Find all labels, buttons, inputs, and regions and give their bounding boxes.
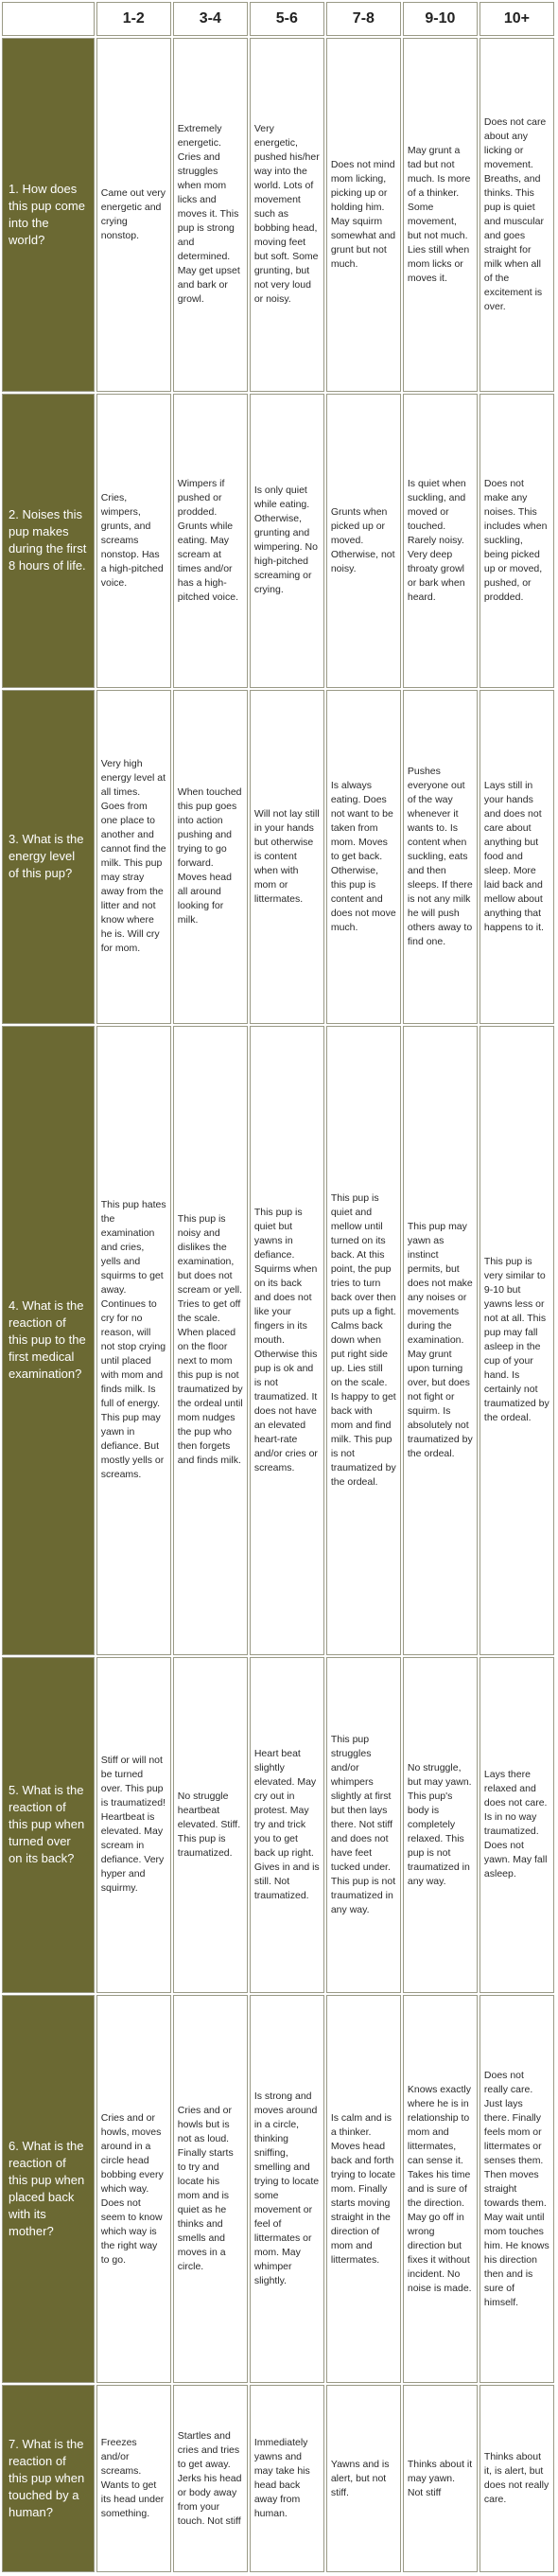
table-cell: Grunts when picked up or moved. Otherwise, not noisy.: [326, 394, 401, 688]
table-row-4: [2, 1026, 554, 1654]
table-cell: This pup struggles and/or whimpers slightly at first but then lays there. Not stiff and does not have feet tucked under. This pup is not traumatized in any way.: [326, 1657, 401, 1993]
table-cell: Immediately yawns and may take his head back away from human.: [250, 2385, 324, 2572]
column-header-10-plus: 10+: [480, 2, 554, 36]
table-cell: Is calm and is a thinker. Moves head back and forth trying to locate mom. Finally starts moving straight in the direction of mom and littermates.: [326, 1995, 401, 2383]
table-row-3: [2, 690, 554, 1024]
question-cell: 3. What is the energy level of this pup?: [2, 690, 95, 1024]
table-cell: When touched this pup goes into action pushing and trying to go forward. Moves head all around looking for milk.: [173, 690, 248, 1024]
table-cell: This pup is very similar to 9-10 but yawns less or not at all. This pup may fall asleep in the cup of your hand. Is certainly not traumatized by the ordeal.: [480, 1026, 554, 1654]
table-cell: Wimpers if pushed or prodded. Grunts while eating. May scream at times and/or has a high-pitched voice.: [173, 394, 248, 688]
table-row-1: [2, 38, 554, 392]
table-row-2: [2, 394, 554, 688]
table-cell: Lays still in your hands and does not care about anything but food and sleep. More laid back and mellow about anything that happens to it.: [480, 690, 554, 1024]
table-cell: Is strong and moves around in a circle, thinking sniffing, smelling and trying to locate some movement or feel of littermates or mom. May whimper slightly.: [250, 1995, 324, 2383]
table-row-5: [2, 1657, 554, 1993]
table-cell: Thinks about it, is alert, but does not really care.: [480, 2385, 554, 2572]
table-cell: Stiff or will not be turned over. This pup is traumatized! Heartbeat is elevated. May scream in defiance. Very hyper and squirmy.: [96, 1657, 171, 1993]
table-cell: Extremely energetic. Cries and struggles when mom licks and moves it. This pup is strong and determined. May get upset and bark or growl.: [173, 38, 248, 392]
table-cell: Heart beat slightly elevated. May cry out in protest. May try and trick you to get back up right. Gives in and is still. Not traumatized.: [250, 1657, 324, 1993]
table-cell: Is always eating. Does not want to be taken from mom. Moves to get back. Otherwise, this pup is content and does not move much.: [326, 690, 401, 1024]
table-cell: Will not lay still in your hands but otherwise is content when with mom or littermates.: [250, 690, 324, 1024]
table-row-7: [2, 2385, 554, 2572]
table-cell: This pup is quiet and mellow until turned on its back. At this point, the pup tries to turn back over then puts up a fight. Calms back down when put right side up. Lies still on the scale. Is happy to get back with mom and find milk. This pup is not traumatized by the ordeal.: [326, 1026, 401, 1654]
table-cell: Cries and or howls but is not as loud. Finally starts to try and locate his mom and is quiet as he thinks and smells and moves in a circle.: [173, 1995, 248, 2383]
table-cell: Came out very energetic and crying nonstop.: [96, 38, 171, 392]
table-cell: Does not make any noises. This includes when suckling, being picked up or moved, pushed, or prodded.: [480, 394, 554, 688]
table-cell: Does not mind mom licking, picking up or holding him. May squirm somewhat and grunt but not much.: [326, 38, 401, 392]
column-header-5-6: 5-6: [250, 2, 324, 36]
table-cell: Very high energy level at all times. Goes from one place to another and cannot find the milk. This pup may stray away from the litter and not know where he is. Will cry for mom.: [96, 690, 171, 1024]
question-cell: 5. What is the reaction of this pup when turned over on its back?: [2, 1657, 95, 1993]
question-cell: 2. Noises this pup makes during the first 8 hours of life.: [2, 394, 95, 688]
column-header-3-4: 3-4: [173, 2, 248, 36]
header-row: [2, 2, 554, 36]
table-cell: Very energetic, pushed his/her way into the world. Lots of movement such as bobbing head, moving feet but soft. Some grunting, but not very loud or noisy.: [250, 38, 324, 392]
question-cell: 7. What is the reaction of this pup when touched by a human?: [2, 2385, 95, 2572]
question-cell: 6. What is the reaction of this pup when placed back with its mother?: [2, 1995, 95, 2383]
table-row-6: [2, 1995, 554, 2383]
table-cell: Pushes everyone out of the way whenever it wants to. Is content when suckling, eats and then sleeps. If there is not any milk he will push others away to find one.: [403, 690, 478, 1024]
table-cell: Yawns and is alert, but not stiff.: [326, 2385, 401, 2572]
table-cell: Is only quiet while eating. Otherwise, grunting and wimpering. No high-pitched screaming or crying.: [250, 394, 324, 688]
table-cell: This pup hates the examination and cries, yells and squirms to get away. Continues to cry for no reason, will not stop crying until placed with mom and finds milk. Is full of energy. This pup may yawn in defiance. But mostly yells or screams.: [96, 1026, 171, 1654]
table-cell: Thinks about it may yawn. Not stiff: [403, 2385, 478, 2572]
table-cell: Does not really care. Just lays there. Finally feels mom or littermates or senses them. Then moves straight towards them. May wait until mom touches him. He knows his direction then and is sure of himself.: [480, 1995, 554, 2383]
table-cell: Does not care about any licking or movement. Breaths, and thinks. This pup is quiet and muscular and goes straight for milk when all of the excitement is over.: [480, 38, 554, 392]
table-cell: No struggle heartbeat elevated. Stiff. This pup is traumatized.: [173, 1657, 248, 1993]
table-cell: May grunt a tad but not much. Is more of a thinker. Some movement, but not much. Lies still when mom licks or moves it.: [403, 38, 478, 392]
table-cell: Cries and or howls, moves around in a circle head bobbing every which way. Does not seem to know which way is the right way to go.: [96, 1995, 171, 2383]
table-cell: Startles and cries and tries to get away. Jerks his head or body away from your touch. Not stiff: [173, 2385, 248, 2572]
table-cell: This pup is quiet but yawns in defiance. Squirms when on its back and does not like your fingers in its mouth. Otherwise this pup is ok and is not traumatized. It does not have an elevated heart-rate and/or cries or screams.: [250, 1026, 324, 1654]
table-cell: Is quiet when suckling, and moved or touched. Rarely noisy. Very deep throaty growl or bark when heard.: [403, 394, 478, 688]
question-cell: 4. What is the reaction of this pup to the first medical examination?: [2, 1026, 95, 1654]
column-header-1-2: 1-2: [96, 2, 171, 36]
table-cell: This pup may yawn as instinct permits, but does not make any noises or movements during the examination. May grunt upon turning over, but does not fight or squirm. Is absolutely not traumatized by the ordeal.: [403, 1026, 478, 1654]
table-cell: Knows exactly where he is in relationship to mom and littermates, can sense it. Takes his time and is sure of the direction. May go off in wrong direction but fixes it without incident. No noise is made.: [403, 1995, 478, 2383]
column-header-7-8: 7-8: [326, 2, 401, 36]
column-header-9-10: 9-10: [403, 2, 478, 36]
table-cell: No struggle, but may yawn. This pup's body is completely relaxed. This pup is not traumatized in any way.: [403, 1657, 478, 1993]
corner-header: [2, 2, 95, 36]
table-cell: Lays there relaxed and does not care. Is in no way traumatized. Does not yawn. May fall asleep.: [480, 1657, 554, 1993]
table-cell: This pup is noisy and dislikes the examination, but does not scream or yell. Tries to get off the scale. When placed on the floor next to mom this pup is not traumatized by the ordeal until mom nudges the pup who then forgets and finds milk.: [173, 1026, 248, 1654]
question-cell: 1. How does this pup come into the world?: [2, 38, 95, 392]
table-cell: Cries, wimpers, grunts, and screams nonstop. Has a high-pitched voice.: [96, 394, 171, 688]
table-cell: Freezes and/or screams. Wants to get its head under something.: [96, 2385, 171, 2572]
